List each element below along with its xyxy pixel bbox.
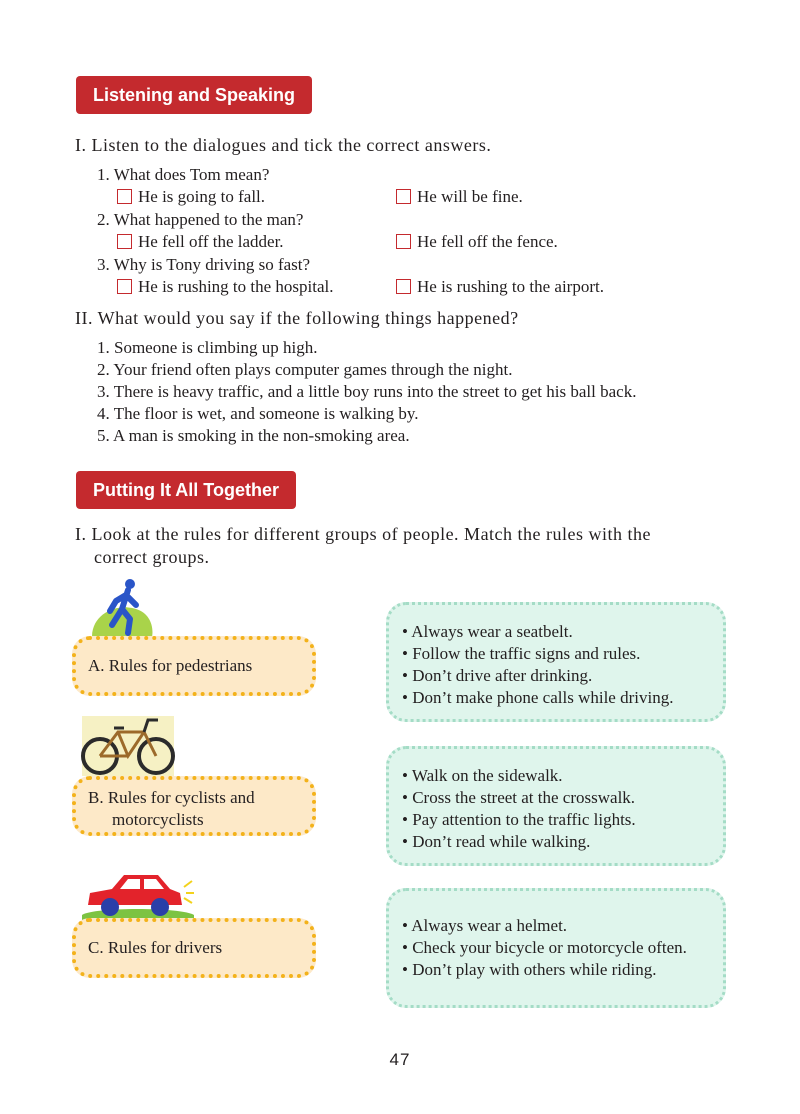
- answer-2a: He fell off the ladder.: [138, 232, 284, 251]
- rule-1-1: • Always wear a seatbelt.: [402, 622, 573, 641]
- rule-3-3: • Don’t play with others while riding.: [402, 960, 657, 979]
- group-b-box[interactable]: [72, 776, 316, 836]
- rule-1-2: • Follow the traffic signs and rules.: [402, 644, 641, 663]
- answer-3a-checkbox[interactable]: [117, 279, 132, 294]
- answer-2b: He fell off the fence.: [417, 232, 558, 251]
- question-3: 3. Why is Tony driving so fast?: [97, 255, 311, 274]
- rule-1-3: • Don’t drive after drinking.: [402, 666, 593, 685]
- rule-3-2: • Check your bicycle or motorcycle often.: [402, 938, 687, 957]
- group-c-label: C. Rules for drivers: [88, 938, 223, 957]
- putting-together-banner: Putting It All Together: [76, 471, 296, 509]
- rule-3-1: • Always wear a helmet.: [402, 916, 568, 935]
- group-b-label-line1: B. Rules for cyclists and: [88, 788, 255, 807]
- situation-1: 1. Someone is climbing up high.: [97, 338, 318, 357]
- situation-2: 2. Your friend often plays computer games through the night.: [97, 360, 513, 379]
- matching-heading-line2: correct groups.: [94, 547, 210, 567]
- situation-4: 4. The floor is wet, and someone is walking by.: [97, 404, 419, 423]
- answer-3b-checkbox[interactable]: [396, 279, 411, 294]
- group-a-label: A. Rules for pedestrians: [88, 656, 253, 675]
- rule-box-2[interactable]: [386, 746, 726, 866]
- question-2: 2. What happened to the man?: [97, 210, 304, 229]
- answer-3b: He is rushing to the airport.: [417, 277, 604, 296]
- rule-1-4: • Don’t make phone calls while driving.: [402, 688, 674, 707]
- situation-3: 3. There is heavy traffic, and a little boy runs into the street to get his ball back.: [97, 382, 637, 401]
- rule-2-2: • Cross the street at the crosswalk.: [402, 788, 636, 807]
- answer-1a-checkbox[interactable]: [117, 189, 132, 204]
- rule-2-3: • Pay attention to the traffic lights.: [402, 810, 636, 829]
- answer-1a: He is going to fall.: [138, 187, 266, 206]
- answer-3a: He is rushing to the hospital.: [138, 277, 334, 296]
- situation-5: 5. A man is smoking in the non-smoking area.: [97, 426, 410, 445]
- answer-2a-checkbox[interactable]: [117, 234, 132, 249]
- rule-box-1[interactable]: [386, 602, 726, 722]
- answer-1b-checkbox[interactable]: [396, 189, 411, 204]
- listening-speaking-banner: Listening and Speaking: [76, 76, 312, 114]
- pedestrian-illustration: [88, 575, 158, 639]
- car-illustration: [82, 865, 194, 923]
- group-b-label-line2: motorcyclists: [112, 810, 204, 829]
- part2-heading: II. What would you say if the following things happened?: [75, 308, 519, 328]
- matching-heading-line1: I. Look at the rules for different groups of people. Match the rules with the: [75, 524, 652, 544]
- group-c-box[interactable]: [72, 918, 316, 978]
- part1-heading: I. Listen to the dialogues and tick the correct answers.: [75, 135, 492, 155]
- page-number: 47: [389, 1050, 411, 1069]
- group-a-box[interactable]: [72, 636, 316, 696]
- answer-2b-checkbox[interactable]: [396, 234, 411, 249]
- rule-2-1: • Walk on the sidewalk.: [402, 766, 563, 785]
- bicycle-illustration: [78, 712, 178, 778]
- question-1: 1. What does Tom mean?: [97, 165, 270, 184]
- rule-box-3[interactable]: [386, 888, 726, 1008]
- rule-2-4: • Don’t read while walking.: [402, 832, 591, 851]
- answer-1b: He will be fine.: [417, 187, 523, 206]
